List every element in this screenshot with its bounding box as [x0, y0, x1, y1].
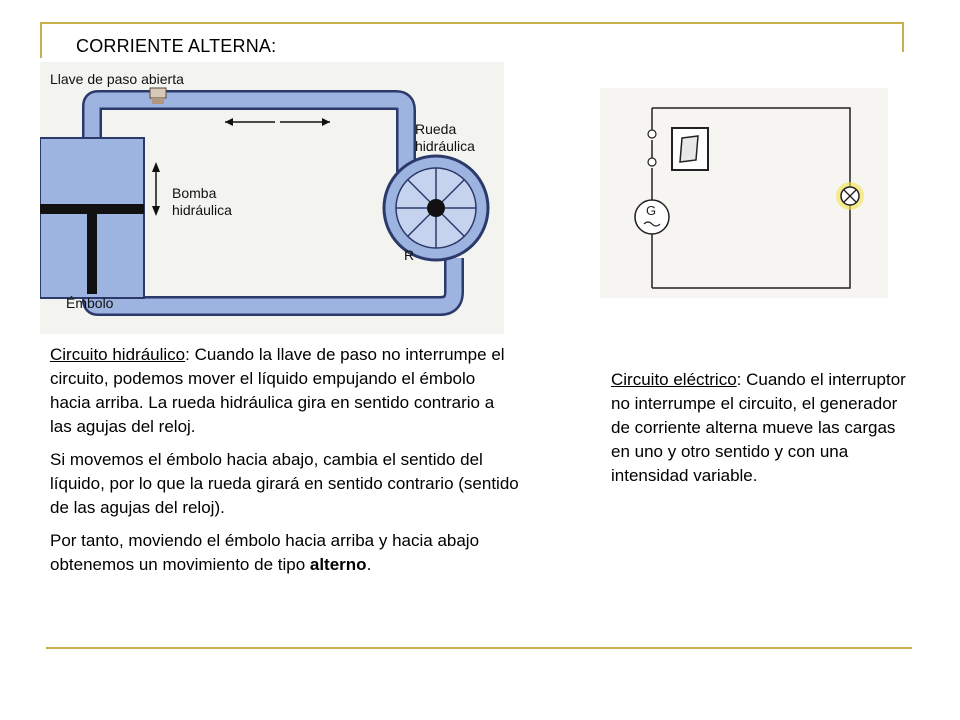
wheel-label-2: hidráulica: [415, 138, 475, 154]
generator-letter: G: [646, 203, 657, 218]
electric-term: Circuito eléctrico: [611, 370, 737, 389]
electric-explanation: [611, 368, 911, 497]
valve-label: Llave de paso abierta: [50, 71, 184, 87]
piston-label: Émbolo: [66, 295, 114, 311]
page-title: CORRIENTE ALTERNA:: [76, 36, 277, 56]
hydraulic-p1-body: : Cuando la llave de paso no interrumpe el circuito, podemos mover el líquido empujando el émbolo hacia arriba. La rueda hidráulica gira en sentido contrario a las agujas del reloj.: [50, 345, 505, 436]
hydraulic-paragraph-2: Si movemos el émbolo hacia abajo, cambia el sentido del líquido, por lo que la rueda girará en sentido contrario (sentido de las agujas del reloj).: [50, 450, 519, 517]
electric-circuit-figure: [600, 88, 888, 298]
hydraulic-paragraph-3: [50, 529, 520, 577]
electric-paragraph: [611, 368, 911, 488]
hydraulic-p3-bold: alterno: [309, 555, 367, 574]
hydraulic-p3-body: Por tanto, moviendo el émbolo hacia arriba y hacia abajo obtenemos un movimiento de tipo: [50, 531, 480, 574]
wheel-letter: R: [404, 247, 415, 263]
wheel-label-1: Rueda: [415, 121, 457, 137]
left-rule: [40, 22, 42, 58]
hydraulic-circuit-figure: [40, 62, 504, 334]
hydraulic-term: Circuito hidráulico: [50, 345, 186, 364]
pump-label-1: Bomba: [172, 185, 217, 201]
electric-body: : Cuando el interruptor no interrumpe el circuito, el generador de corriente alterna mueve las cargas en uno y otro sentido y con una intensidad variable.: [611, 370, 906, 485]
top-rule: [40, 22, 904, 24]
hydraulic-paragraph-1: [50, 343, 520, 439]
pump-label-2: hidráulica: [172, 202, 232, 218]
hydraulic-explanation: [50, 343, 520, 586]
hydraulic-p3-end: .: [366, 555, 372, 574]
right-rule: [902, 22, 904, 52]
bottom-rule: [46, 647, 912, 649]
